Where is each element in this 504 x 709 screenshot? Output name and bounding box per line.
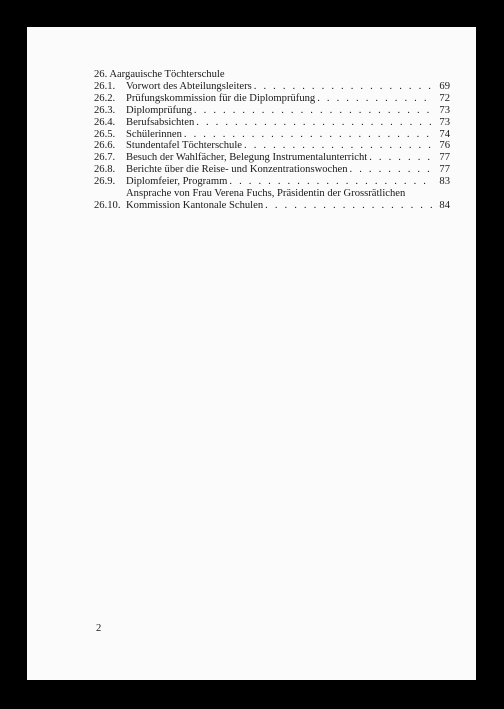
entry-page: 73 [439,116,450,128]
section-title: Aargauische Töchterschule [109,69,225,80]
toc-entry [94,105,450,117]
toc-entry [94,152,450,164]
dot-leader [229,176,432,188]
entry-title: Besuch der Wahlfächer, Belegung Instrumentalunterricht [126,152,368,164]
entry-title: Berufsabsichten [126,116,195,128]
toc-entry [94,129,450,141]
dot-leader [196,117,432,129]
dot-leader [265,200,432,212]
section-number: 26. [94,69,108,80]
entry-page: 84 [439,199,450,211]
entry-page: 69 [439,80,450,92]
dot-leader [244,140,432,152]
entry-title: Diplomprüfung [126,104,192,116]
entry-title: Berichte über die Reise- und Konzentrationswochen [126,164,348,176]
entry-page: 73 [439,104,450,116]
entry-number: 26.9. [94,176,116,188]
dot-leader [350,164,432,176]
dot-leader [184,129,432,141]
toc-entry [94,117,450,129]
entry-number: 26.3. [94,104,116,116]
toc-entry [94,81,450,93]
entry-number: 26.5. [94,128,116,140]
dot-leader [254,81,432,93]
entry-page: 72 [439,92,450,104]
entry-number: 26.6. [94,140,116,152]
entry-page: 77 [439,152,450,164]
toc-entry [94,188,450,212]
entry-title-line-1: Ansprache von Frau Verena Fuchs, Präsidentin der Grossrätlichen [126,188,406,200]
toc-entry [94,93,450,105]
page-number: 2 [96,623,102,634]
entry-title: Schülerinnen [126,128,182,140]
toc-entry [94,176,450,188]
entry-title-line-2: Kommission Kantonale Schulen [126,199,264,211]
entry-number: 26.10. [94,199,121,211]
entry-page: 77 [439,164,450,176]
dot-leader [194,105,432,117]
entry-page: 74 [439,128,450,140]
entry-number: 26.8. [94,164,116,176]
dot-leader [369,152,432,164]
entry-title: Prüfungskommission für die Diplomprüfung [126,92,316,104]
entry-number: 26.4. [94,116,116,128]
document-page [27,27,476,680]
dot-leader [317,93,432,105]
toc-entry [94,164,450,176]
entry-title: Vorwort des Abteilungsleiters [126,80,252,92]
entry-number: 26.2. [94,92,116,104]
toc-section-heading [94,69,450,81]
table-of-contents [94,69,450,212]
entry-page: 83 [439,176,450,188]
entry-page: 76 [439,140,450,152]
entry-number: 26.1. [94,80,116,92]
toc-entry [94,140,450,152]
entry-number: 26.7. [94,152,116,164]
entry-title: Stundentafel Töchterschule [126,140,243,152]
entry-title: Diplomfeier, Programm [126,176,228,188]
